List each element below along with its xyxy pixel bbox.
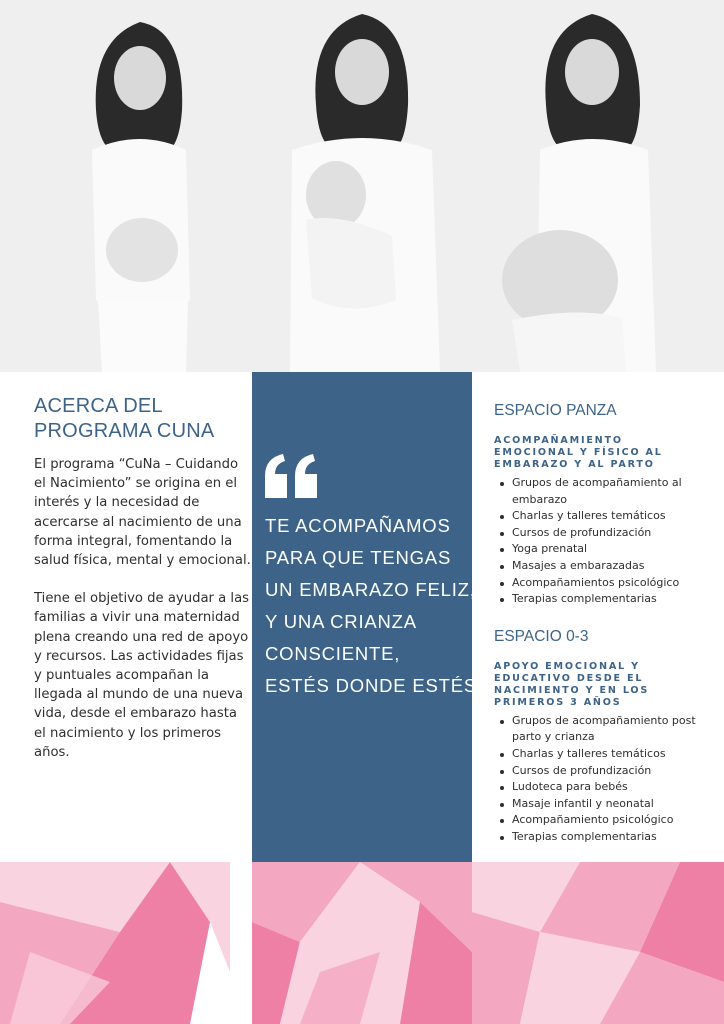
about-paragraph-1: El programa “CuNa – Cuidando el Nacimiento” se origina en el interés y la necesidad de acercarse al nacimiento de una forma integral, fomentando la salud física, mental y emocional. [34, 457, 251, 569]
list-item: Acompañamiento psicológico [512, 812, 704, 829]
espacio-03-title: ESPACIO 0-3 [494, 627, 589, 645]
quote-icon [265, 454, 321, 498]
espacio-03-subtitle: APOYO EMOCIONAL Y EDUCATIVO DESDE EL NACIMIENTO Y EN LOS PRIMEROS 3 AÑOS [494, 660, 650, 708]
espacio-panza-title: ESPACIO PANZA [494, 402, 617, 419]
quote-text [265, 510, 483, 702]
quote-line-3: UN EMBARAZO FELIZ, [265, 579, 476, 600]
list-item: Acompañamientos psicológico [512, 575, 704, 592]
quote-line-6: ESTÉS DONDE ESTÉS. [265, 675, 483, 696]
list-item: Terapias complementarias [512, 591, 704, 608]
list-item: Grupos de acompañamiento al embarazo [512, 475, 704, 508]
list-item: Masaje infantil y neonatal [512, 796, 704, 813]
list-item: Cursos de profundización [512, 525, 704, 542]
list-item: Cursos de profundización [512, 763, 704, 780]
list-item: Charlas y talleres temáticos [512, 746, 704, 763]
espacio-panza-list [494, 475, 704, 608]
list-item: Yoga prenatal [512, 541, 704, 558]
about-title [34, 394, 252, 444]
list-item: Grupos de acompañamiento post parto y crianza [512, 713, 704, 746]
quote-line-5: CONSCIENTE, [265, 643, 401, 664]
about-section [34, 394, 252, 762]
espacio-panza-subtitle: ACOMPAÑAMIENTO EMOCIONAL Y FÍSICO AL EMBARAZO Y AL PARTO [494, 435, 663, 470]
woman-figure-left [92, 22, 190, 372]
list-item: Ludoteca para bebés [512, 779, 704, 796]
about-paragraph-2: Tiene el objetivo de ayudar a las familias a vivir una maternidad plena creando una red de apoyo y recursos. Las actividades fijas y puntuales acompañan la llegada al mundo de una nueva vida, desde el embarazo hasta el nacimiento y los primeros años. [34, 591, 250, 760]
quote-line-2: PARA QUE TENGAS [265, 547, 452, 568]
about-title-line2: PROGRAMA CUNA [34, 420, 215, 442]
quote-line-1: TE ACOMPAÑAMOS [265, 515, 451, 536]
header-photo [0, 0, 724, 372]
about-title-line1: ACERCA DEL [34, 395, 163, 417]
list-item: Masajes a embarazadas [512, 558, 704, 575]
list-item: Charlas y talleres temáticos [512, 508, 704, 525]
pink-geometric-pattern [0, 862, 724, 1024]
spaces-section [494, 401, 704, 846]
espacio-03-list [494, 713, 704, 846]
list-item: Terapias complementarias [512, 829, 704, 846]
quote-line-4: Y UNA CRIANZA [265, 611, 417, 632]
